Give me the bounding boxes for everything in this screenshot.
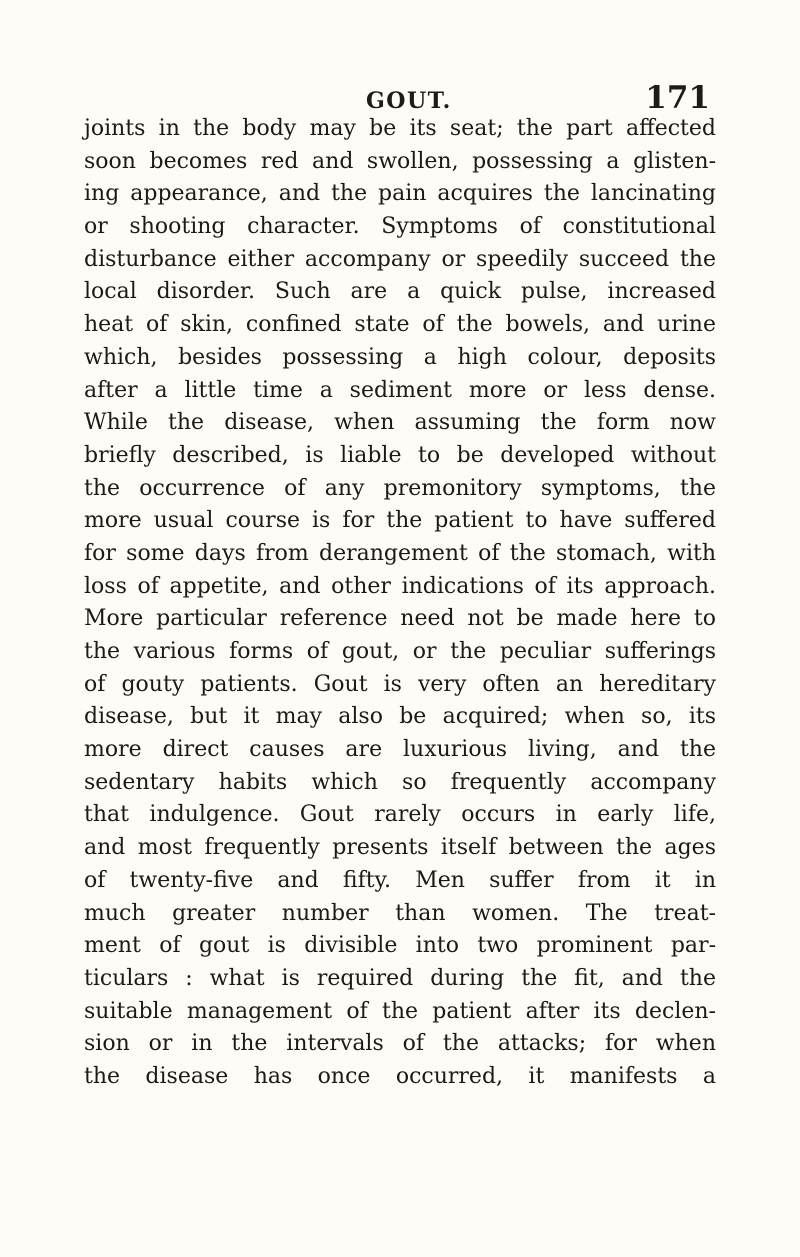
- text-line: loss of appetite, and other indications of its approach.: [84, 573, 716, 599]
- running-head: [84, 78, 716, 118]
- text-line: sedentary habits which so frequently accompany: [84, 769, 716, 795]
- text-line: the occurrence of any premonitory symptoms, the: [84, 475, 716, 501]
- text-line: suitable management of the patient after its declen-: [84, 998, 716, 1024]
- text-line: disturbance either accompany or speedily succeed the: [84, 246, 716, 272]
- text-line: disease, but it may also be acquired; when so, its: [84, 704, 716, 730]
- text-line: More particular reference need not be made here to: [84, 606, 716, 632]
- text-line: of gouty patients. Gout is very often an hereditary: [84, 671, 716, 697]
- text-line: soon becomes red and swollen, possessing a glisten-: [84, 148, 716, 174]
- text-line: which, besides possessing a high colour, deposits: [84, 344, 716, 370]
- text-line: ing appearance, and the pain acquires the lancinating: [84, 181, 716, 207]
- text-line: or shooting character. Symptoms of constitutional: [84, 214, 716, 240]
- text-line: more direct causes are luxurious living, and the: [84, 737, 716, 763]
- text-line: joints in the body may be its seat; the part affected: [84, 116, 716, 141]
- text-line: the various forms of gout, or the peculiar sufferings: [84, 639, 716, 664]
- text-line: after a little time a sediment more or less dense.: [84, 377, 716, 403]
- text-line: heat of skin, confined state of the bowels, and urine: [84, 312, 716, 338]
- running-title: GOUT.: [366, 88, 452, 114]
- page-number: 171: [645, 80, 710, 116]
- text-line: more usual course is for the patient to have suffered: [84, 508, 716, 534]
- text-line: While the disease, when assuming the form now: [84, 410, 716, 436]
- text-line: the disease has once occurred, it manifests a: [84, 1063, 716, 1089]
- text-line: ticulars : what is required during the fit, and the: [84, 965, 716, 991]
- text-line: sion or in the intervals of the attacks; for when: [84, 1031, 716, 1057]
- text-line: of twenty-five and fifty. Men suffer from it in: [84, 867, 716, 893]
- body-paragraph: [84, 113, 716, 1094]
- text-line: that indulgence. Gout rarely occurs in early life,: [84, 802, 716, 828]
- text-line: for some days from derangement of the stomach, with: [84, 540, 716, 566]
- text-line: ment of gout is divisible into two prominent par-: [84, 933, 716, 959]
- text-line: much greater number than women. The treat-: [84, 900, 716, 926]
- text-line: and most frequently presents itself between the ages: [84, 835, 716, 861]
- text-line: local disorder. Such are a quick pulse, increased: [84, 279, 716, 305]
- text-line: briefly described, is liable to be developed without: [84, 442, 716, 468]
